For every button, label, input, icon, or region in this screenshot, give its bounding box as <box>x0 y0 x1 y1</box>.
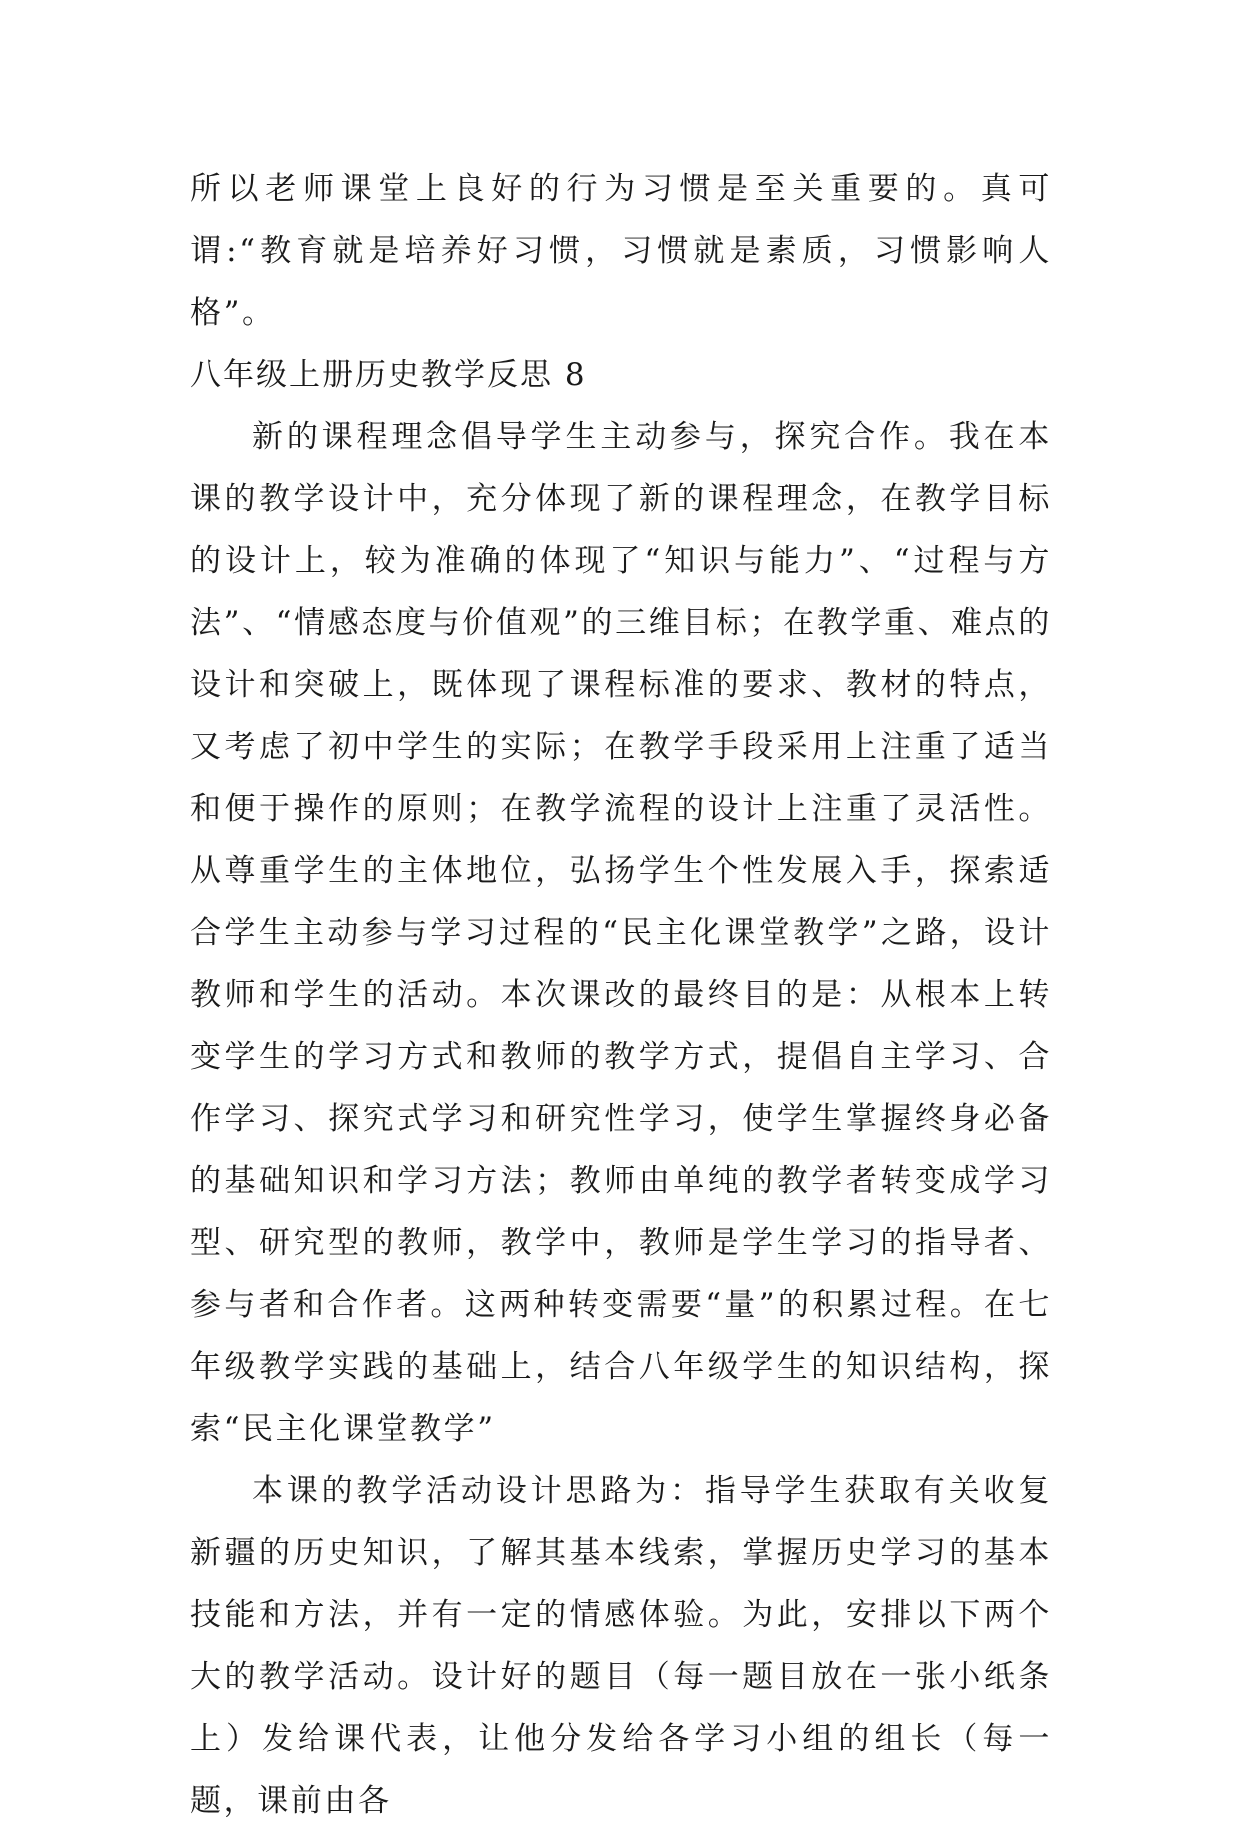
document-body <box>190 158 1052 1832</box>
section-heading: 八年级上册历史教学反思 8 <box>190 357 587 393</box>
body-paragraph-1: 新的课程理念倡导学生主动参与，探究合作。我在本课的教学设计中，充分体现了新的课程理念，在教学目标的设计上，较为准确的体现了“知识与能力”、“过程与方法”、“情感态度与价值观”的三维目标；在教学重、难点的设计和突破上，既体现了课程标准的要求、教材的特点，又考虑了初中学生的实际；在教学手段采用上注重了适当和便于操作的原则；在教学流程的设计上注重了灵活性。从尊重学生的主体地位，弘扬学生个性发展入手，探索适合学生主动参与学习过程的“民主化课堂教学”之路，设计教师和学生的活动。本次课改的最终目的是：从根本上转变学生的学习方式和教师的教学方式，提倡自主学习、合作学习、探究式学习和研究性学习，使学生掌握终身必备的基础知识和学习方法；教师由单纯的教学者转变成学习型、研究型的教师，教学中，教师是学生学习的指导者、参与者和合作者。这两种转变需要“量”的积累过程。在七年级教学实践的基础上，结合八年级学生的知识结构，探索“民主化课堂教学” <box>190 419 1052 1447</box>
lead-paragraph: 所以老师课堂上良好的行为习惯是至关重要的。真可谓:“教育就是培养好习惯，习惯就是素质，习惯影响人格”。 <box>190 171 1052 331</box>
body-paragraph-2: 本课的教学活动设计思路为：指导学生获取有关收复新疆的历史知识，了解其基本线索，掌握历史学习的基本技能和方法，并有一定的情感体验。为此，安排以下两个大的教学活动。设计好的题目（每一题目放在一张小纸条上）发给课代表，让他分发给各学习小组的组长（每一题，课前由各 <box>190 1473 1052 1819</box>
